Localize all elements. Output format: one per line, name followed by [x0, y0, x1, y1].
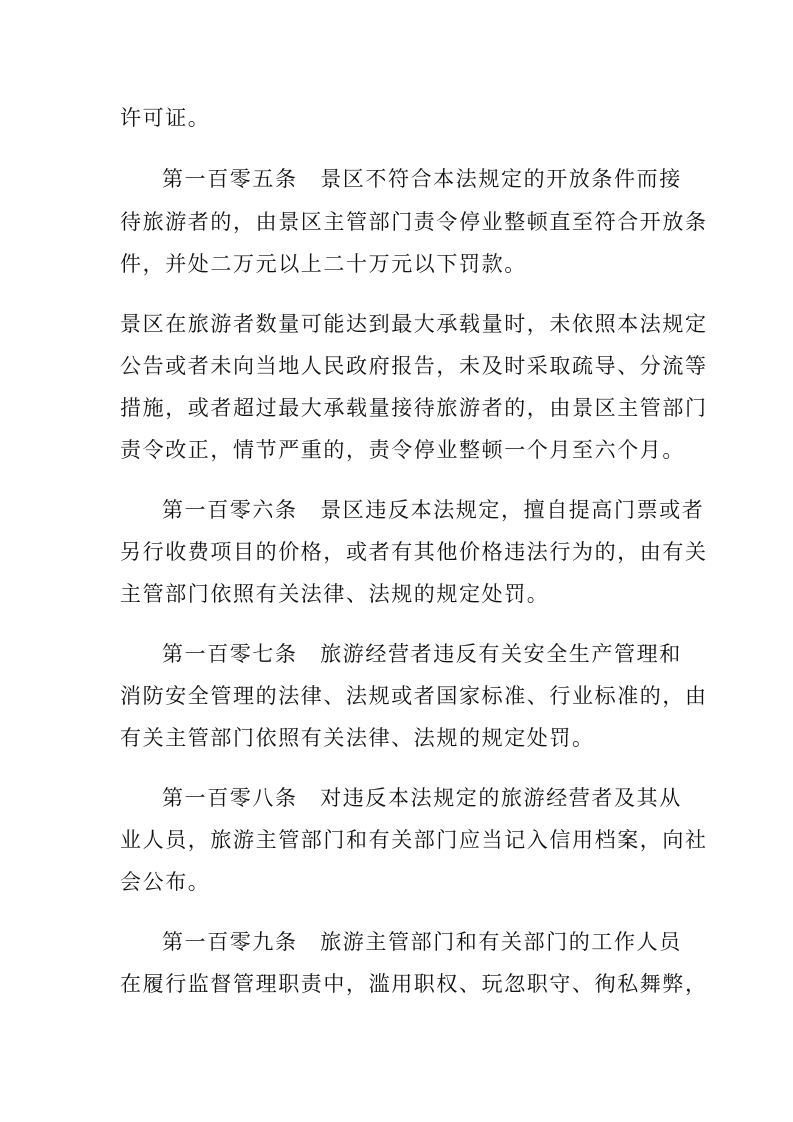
text-line: 件，并处二万元以上二十万元以下罚款。	[120, 252, 527, 276]
text-line: 景区在旅游者数量可能达到最大承载量时，未依照本法规定	[120, 312, 708, 336]
article-106-heading-line: 第一百零六条 景区违反本法规定，擅自提高门票或者	[162, 498, 705, 522]
text-line: 会公布。	[120, 870, 211, 894]
text-line: 另行收费项目的价格，或者有其他价格违法行为的，由有关	[120, 540, 708, 564]
text-line: 待旅游者的，由景区主管部门责令停业整顿直至符合开放条	[120, 210, 708, 234]
article-107-heading-line: 第一百零七条 旅游经营者违反有关安全生产管理和	[162, 642, 682, 666]
text-line: 业人员，旅游主管部门和有关部门应当记入信用档案，向社	[120, 828, 708, 852]
text-line: 措施，或者超过最大承载量接待旅游者的，由景区主管部门	[120, 396, 708, 420]
text-line: 责令改正，情节严重的，责令停业整顿一个月至六个月。	[120, 438, 685, 462]
text-line: 在履行监督管理职责中，滥用职权、玩忽职守、徇私舞弊，	[120, 972, 708, 996]
text-line: 消防安全管理的法律、法规或者国家标准、行业标准的，由	[120, 684, 708, 708]
text-line: 主管部门依照有关法律、法规的规定处罚。	[120, 582, 550, 606]
text-line: 公告或者未向当地人民政府报告，未及时采取疏导、分流等	[120, 354, 708, 378]
article-108-heading-line: 第一百零八条 对违反本法规定的旅游经营者及其从	[162, 786, 682, 810]
article-105-heading-line: 第一百零五条 景区不符合本法规定的开放条件而接	[162, 167, 682, 191]
text-line: 许可证。	[120, 106, 211, 130]
text-line: 有关主管部门依照有关法律、法规的规定处罚。	[120, 726, 595, 750]
article-109-heading-line: 第一百零九条 旅游主管部门和有关部门的工作人员	[162, 930, 682, 954]
